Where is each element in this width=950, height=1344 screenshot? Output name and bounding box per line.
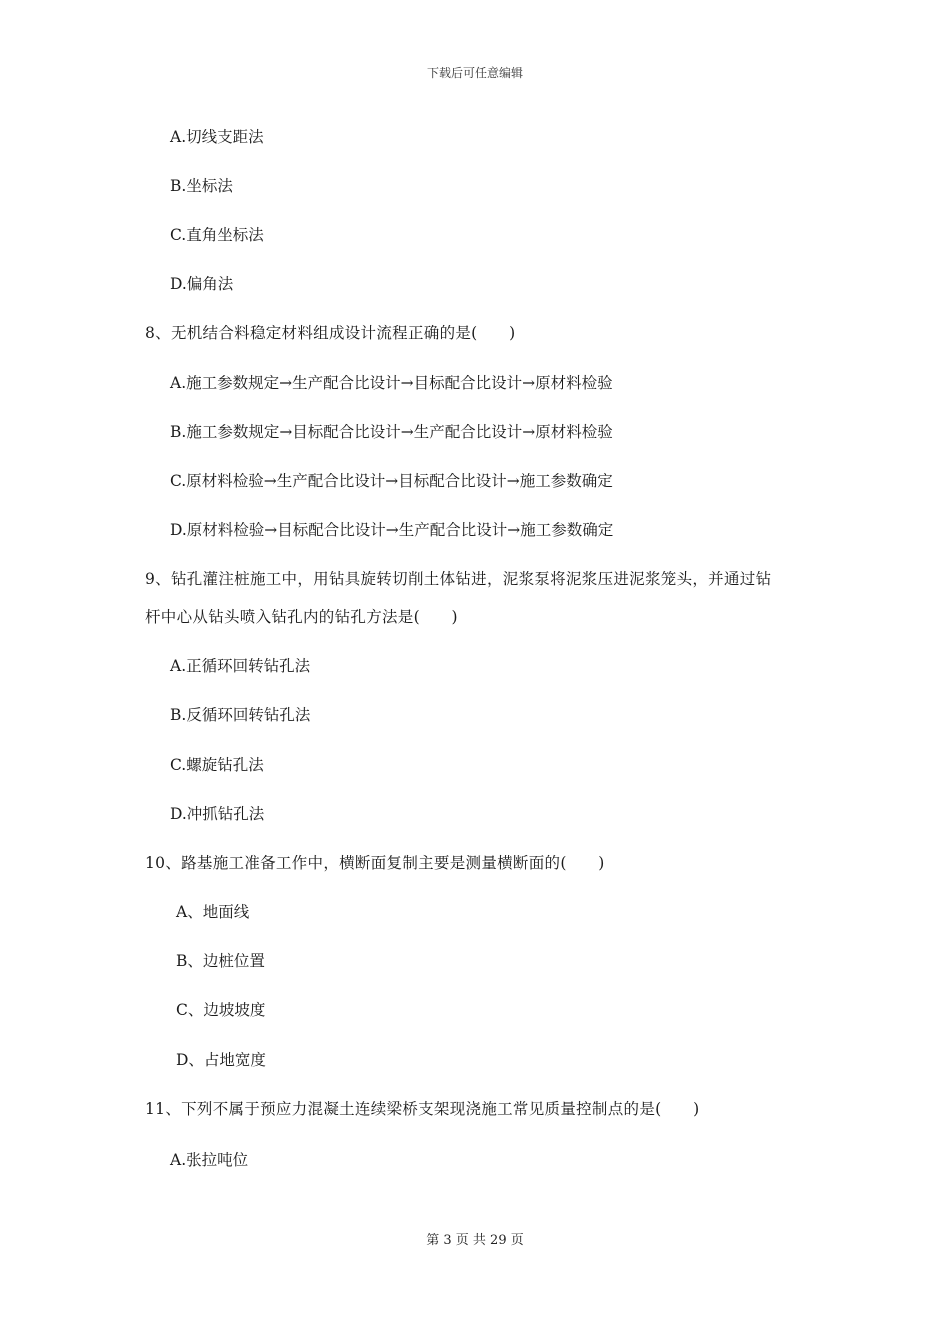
q8-option-d: D.原材料检验→目标配合比设计→生产配合比设计→施工参数确定 (170, 521, 614, 539)
q7-option-d: D.偏角法 (170, 275, 234, 293)
q8-stem: 8、无机结合料稳定材料组成设计流程正确的是( ) (145, 324, 516, 342)
q9-option-d: D.冲抓钻孔法 (170, 805, 265, 823)
page-header: 下载后可任意编辑 (426, 66, 523, 80)
q10-option-c: C、边坡坡度 (176, 1001, 266, 1019)
q10-option-d: D、占地宽度 (176, 1051, 266, 1069)
page-footer: 第 3 页 共 29 页 (426, 1233, 524, 1248)
q9-option-b: B.反循环回转钻孔法 (170, 706, 311, 724)
q9-stem-line1: 9、钻孔灌注桩施工中，用钻具旋转切削土体钻进，泥浆泵将泥浆压进泥浆笼头，并通过钻 (145, 570, 772, 588)
q10-option-a: A、地面线 (176, 903, 250, 921)
q11-stem: 11、下列不属于预应力混凝土连续梁桥支架现浇施工常见质量控制点的是( ) (145, 1100, 700, 1118)
q9-option-a: A.正循环回转钻孔法 (170, 657, 311, 675)
q10-stem: 10、路基施工准备工作中，横断面复制主要是测量横断面的( ) (145, 854, 605, 872)
q7-option-b: B.坐标法 (170, 177, 233, 195)
q9-option-c: C.螺旋钻孔法 (170, 756, 264, 774)
q9-stem-line2: 杆中心从钻头喷入钻孔内的钻孔方法是( ) (145, 608, 458, 626)
q8-option-a: A.施工参数规定→生产配合比设计→目标配合比设计→原材料检验 (170, 374, 613, 392)
q8-option-c: C.原材料检验→生产配合比设计→目标配合比设计→施工参数确定 (170, 472, 613, 490)
q7-option-a: A.切线支距法 (170, 128, 264, 146)
q8-option-b: B.施工参数规定→目标配合比设计→生产配合比设计→原材料检验 (170, 423, 613, 441)
q10-option-b: B、边桩位置 (176, 952, 265, 970)
q7-option-c: C.直角坐标法 (170, 226, 264, 244)
q11-option-a: A.张拉吨位 (170, 1151, 249, 1169)
